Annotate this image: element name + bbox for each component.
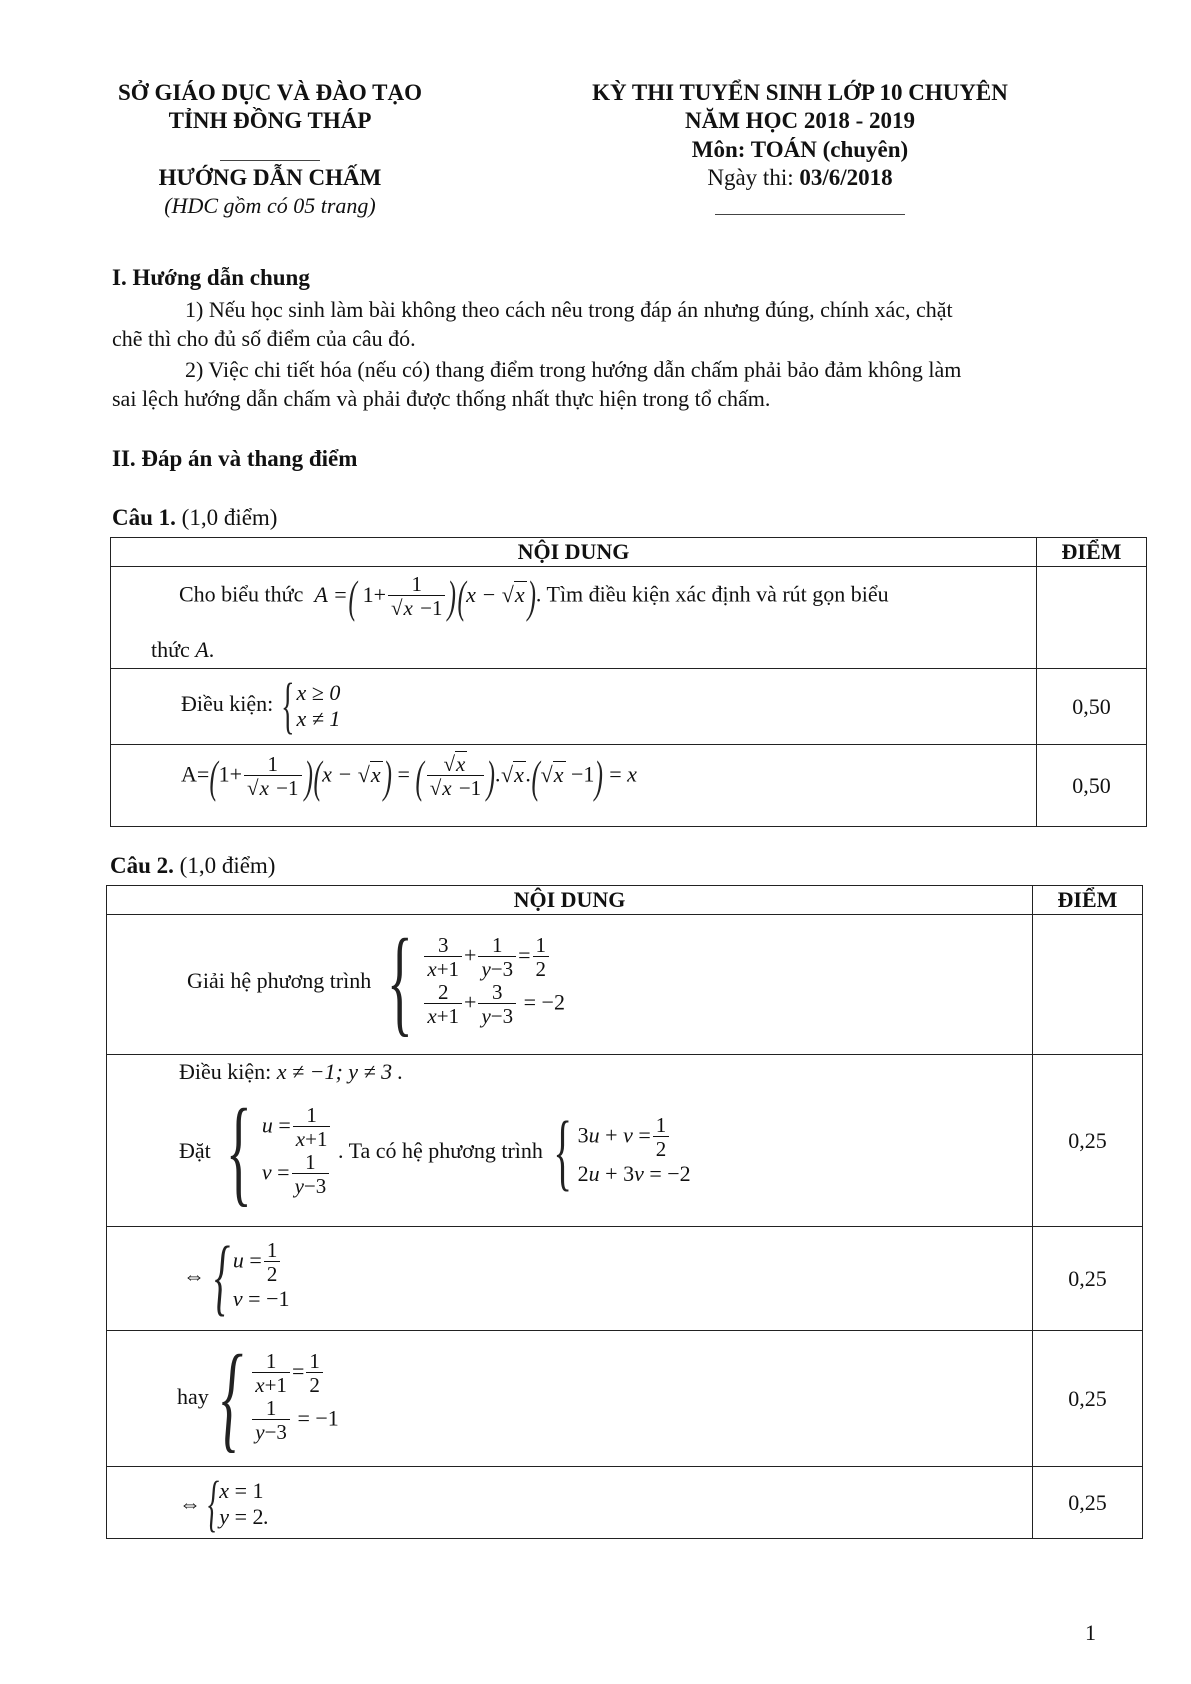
q1-points-note: (1,0 điểm) [175,505,278,530]
q1-prompt [179,570,889,622]
exam-title: KỲ THI TUYỂN SINH LỚP 10 CHUYÊN [592,80,1008,105]
q2-back-sub: hay { $\frac{1}{x+1}$ = $\frac{1}{2}$ $\frac{1}{y-3}$ = −1 [177,1330,339,1463]
exam-date-label: Ngày thi: [707,165,800,190]
q1-prompt-text-a: Cho biểu thức [179,581,304,607]
q1-label: Câu 1. [112,505,176,530]
q1-prompt-points [1037,567,1147,669]
q2-row2-points: 0,25 [1033,1055,1143,1227]
q1-simplify-cell [111,745,1037,827]
q2-system: $\frac{3}{x+1}$ + $\frac{1}{y-3}$ = $\frac{1}{2}$ $\frac{2}{x+1}$ + $\frac{3}{y-3}$ = −2 [422,934,565,1028]
q1-condition-cell [111,669,1037,745]
q1-condition-label: Điều kiện: [181,691,274,717]
doc-page-note: (HDC gồm có 05 trang) [164,193,376,218]
doc-title: HƯỚNG DẪN CHẤM [158,165,382,190]
q1-prompt-var: A [195,637,209,662]
q1-content-header: NỘI DUNG [111,538,1037,567]
exam-date [540,165,1060,191]
subject: Môn: TOÁN (chuyên) [691,137,909,162]
q2-prompt-text: Giải hệ phương trình [187,968,372,993]
q2-solve-uv-cell [107,1227,1033,1331]
q2-condition [179,1059,403,1085]
q2-hay: hay [177,1384,209,1409]
q2-points-note: (1,0 điểm) [173,853,276,878]
page-number: 1 [1085,1620,1096,1645]
q1-heading [112,505,277,531]
q2-solve-uv: ⇔ { u = $\frac{1}{2}$ v = −1 [183,1228,290,1324]
q1-points-header: ĐIỂM [1037,538,1147,567]
q2-points-header: ĐIỂM [1033,886,1143,915]
q2-set-mid: . Ta có hệ phương trình [337,1138,543,1163]
q1-prompt-line-2: thức A. [151,637,215,662]
school-year: NĂM HỌC 2018 - 2019 [685,108,915,133]
province-name: TỈNH ĐỒNG THÁP [168,108,372,133]
header-divider-right [715,214,905,215]
q1-prompt-text-c: thức [151,637,190,662]
q1-prompt-cell [111,567,1037,669]
q2-result: ⇔ { x = 1 y = 2. [179,1470,269,1538]
exam-date-value: 03/6/2018 [799,165,893,190]
section-2-title: II. Đáp án và thang điểm [112,446,358,471]
q2-prompt: Giải hệ phương trình { $\frac{3}{x+1}$ + $\frac{1}{y-3}$ = $\frac{1}{2}$ $\frac{2}{x+1}$ + $\frac{3}{y-3}$ = −2 [187,914,565,1047]
q1-table [110,537,1147,827]
q2-set-label: Đặt [179,1138,211,1163]
q2-result-cell [107,1467,1033,1539]
guide-item-1-line-2: chẽ thì cho đủ số điểm của câu đó. [112,326,416,351]
q1-condition: Điều kiện: { x ≥ 0 x ≠ 1 [181,672,341,740]
q1-cond-1: x ≥ 0 [296,679,341,705]
q1-row2-points: 0,50 [1037,669,1147,745]
q2-back-sub-cell [107,1331,1033,1467]
q2-row3-points: 0,25 [1033,1227,1143,1331]
q2-heading [110,853,275,879]
q2-label: Câu 2. [110,853,174,878]
q1-expression: A =( 1+ $\frac{1}{√x -1}$ )(x − √x) [308,570,536,622]
header-divider-left [220,160,320,161]
guide-item-2-line-2: sai lệch hướng dẫn chấm và phải được thống nhất thực hiện trong tổ chấm. [112,386,771,411]
guide-item-2-line-1: 2) Việc chi tiết hóa (nếu có) thang điểm trong hướng dẫn chấm phải bảo đảm không làm [185,357,962,382]
q2-content-header: NỘI DUNG [107,886,1033,915]
q2-prompt-cell [107,915,1033,1055]
dept-name: SỞ GIÁO DỤC VÀ ĐÀO TẠO [118,80,422,105]
q2-prompt-points [1033,915,1143,1055]
q2-table [106,885,1143,1539]
q1-prompt-text-b: . Tìm điều kiện xác định và rút gọn biểu [535,581,889,607]
q1-row3-points: 0,50 [1037,745,1147,827]
section-1-title: I. Hướng dẫn chung [112,265,310,290]
q2-condition-expr: x ≠ −1; y ≠ 3 . [276,1059,404,1084]
guide-item-1-line-1: 1) Nếu học sinh làm bài không theo cách nêu trong đáp án nhưng đúng, chính xác, chặt [185,297,953,322]
q2-substitution-cell [107,1055,1033,1227]
q2-substitution: Đặt { u = $\frac{1}{x+1}$ v = $\frac{1}{y-3}$ . Ta có hệ phương trình { 3u + v = $\frac{1}{2}$ 2u + 3v = −2 [179,1084,691,1217]
q1-simplify: A=(1+ $\frac{1}{√x -1}$ )(x − √x) = ( $\frac{√x}{√x -1}$ ).√x.(√x −1) = x [181,750,637,802]
q2-row4-points: 0,25 [1033,1331,1143,1467]
q1-cond-2: x ≠ 1 [296,706,341,731]
q2-row5-points: 0,25 [1033,1467,1143,1539]
q2-condition-label: Điều kiện: [179,1059,272,1084]
